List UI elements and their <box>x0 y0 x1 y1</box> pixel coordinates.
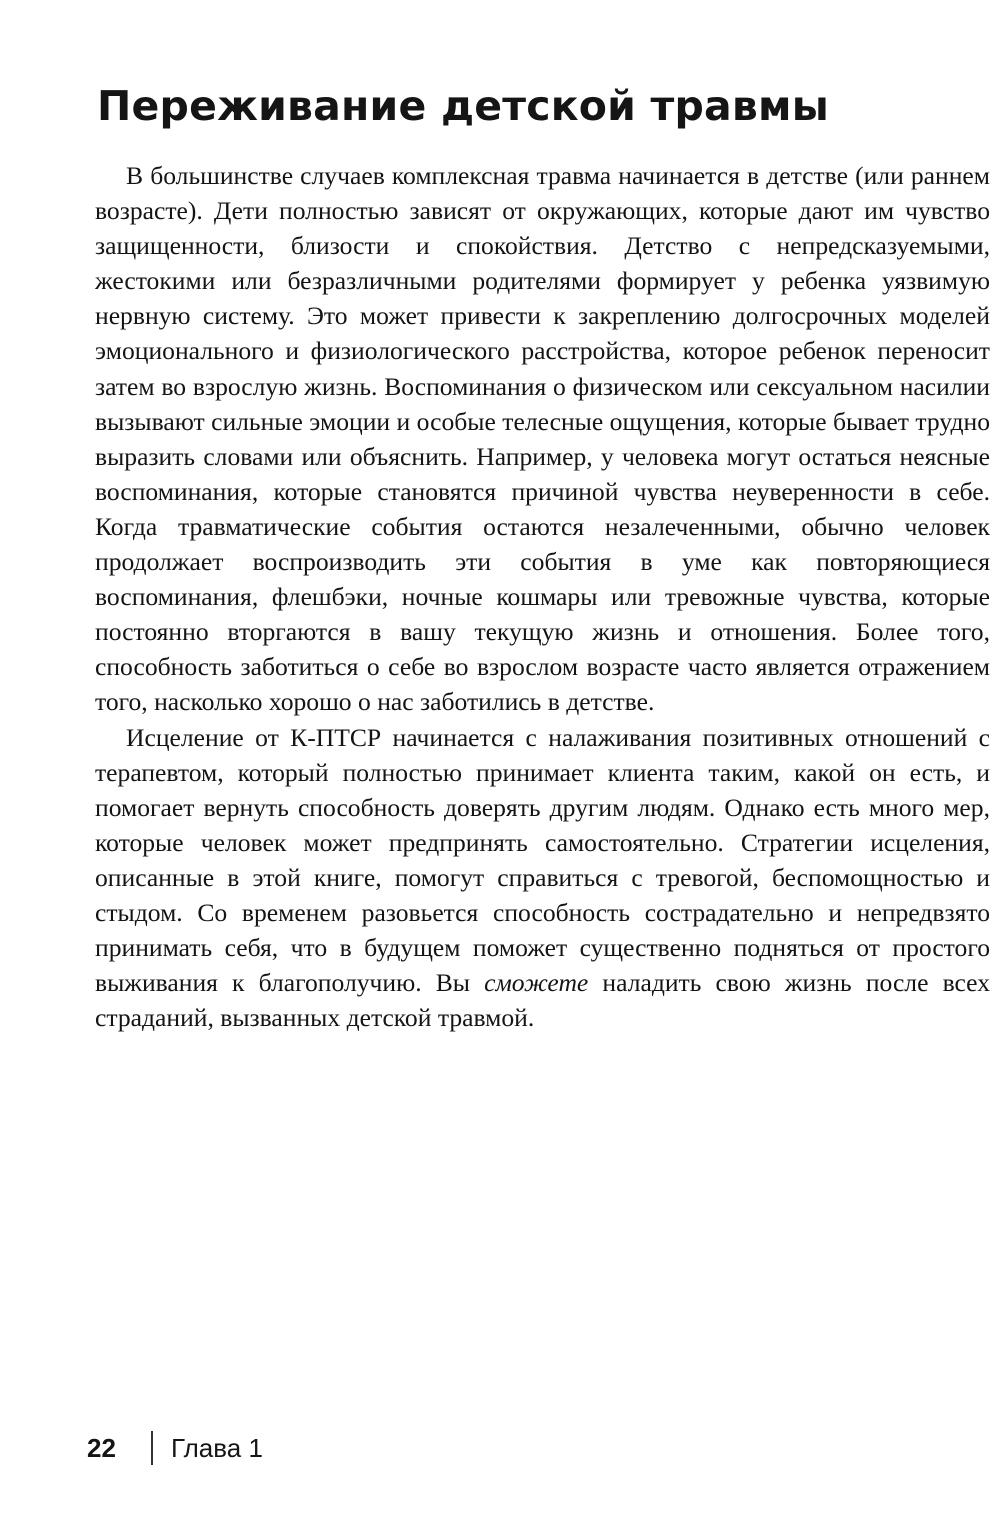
page-number: 22 <box>87 1433 116 1463</box>
chapter-label: Глава 1 <box>171 1433 263 1463</box>
page-footer <box>0 1429 1000 1469</box>
paragraph-2-text-start: Исцеление от К-ПТСР начинается с налаживания позитивных отношений с терапевтом, который полностью принимает клиента таким, какой он есть, и помогает вернуть способность доверять другим людям. Однако есть много мер, которые человек может предпринять самостоятельно. Стратегии исцеления, описанные в этой книге, помогут справиться с тревогой, беспомощностью и стыдом. Со временем разовьется способность сострадательно и непредвзято принимать себя, что в будущем поможет существенно подняться от простого выживания к благополучию. Вы <box>95 722 990 998</box>
paragraph-2-emphasis: сможете <box>484 968 589 998</box>
paragraph-1: В большинстве случаев комплексная травма начинается в детстве (или раннем возрасте). Дети полностью зависят от окружающих, которые дают им чувство защищенности, близости и спокойствия. Детство с непредсказуемыми, жестокими или безразличными родителями формирует у ребенка уязвимую нервную систему. Это может привести к закреплению долгосрочных моделей эмоционального и физиологического расстройства, которое ребенок переносит затем во взрослую жизнь. Воспоминания о физическом или сексуальном насилии вызывают сильные эмоции и особые телесные ощущения, которые бывает трудно выразить словами или объяснить. Например, у человека могут остаться неясные воспоминания, которые становятся причиной чувства неуверенности в себе. Когда травматические события остаются незалеченными, обычно человек продолжает воспроизводить эти события в уме как повторяющиеся воспоминания, флешбэки, ночные кошмары или тревожные чувства, которые постоянно вторгаются в вашу текущую жизнь и отношения. Более того, способность заботиться о себе во взрослом возрасте часто является отражением того, насколько хорошо о нас заботились в детстве. <box>95 161 990 717</box>
footer-divider <box>151 1431 153 1465</box>
section-heading: Переживание детской травмы <box>97 82 830 130</box>
paragraph-2 <box>95 720 990 1036</box>
paragraph-2-text-end: наладить свою жизнь после всех страданий, вызванных детской травмой. <box>95 968 990 1033</box>
body-text <box>95 158 990 1035</box>
